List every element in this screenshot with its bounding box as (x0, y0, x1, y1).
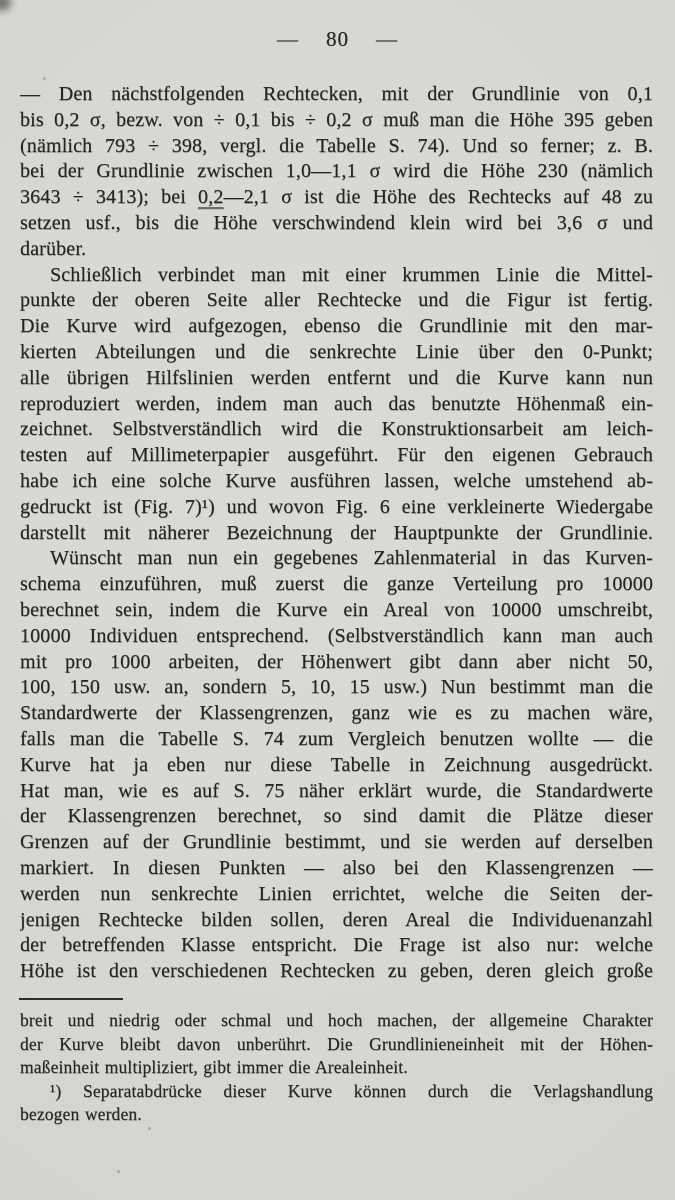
text-line: Standardwerte der Klassengrenzen, ganz wie es zu machen wäre, (20, 702, 653, 725)
text-line: Kurve hat ja eben nur diese Tabelle in Zeichnung ausgedrückt. (20, 753, 653, 776)
page-header (0, 27, 675, 52)
text-line: darüber. (20, 237, 87, 260)
header-dash-left: — (277, 27, 299, 51)
text-line: Grenzen auf der Grundlinie bestimmt, und sie werden auf derselben (20, 831, 653, 854)
text-segment: 3643 ÷ 3413); bei (20, 186, 199, 209)
paragraph-3 (20, 546, 653, 985)
underlined-text: 0,2 (198, 186, 224, 209)
page-number: 80 (326, 27, 349, 51)
text-line: — Den nächstfolgenden Rechtecken, mit der Grundlinie von 0,1 (20, 83, 653, 105)
text-line: Wünscht man nun ein gegebenes Zahlenmaterial in das Kurven- (50, 547, 653, 570)
text-line: jenigen Rechtecke bilden sollen, deren Areal die Individuenanzahl (20, 908, 653, 931)
footnote-separator-rule (19, 998, 123, 1000)
footnote-line: breit und niedrig oder schmal und hoch machen, der allgemeine Charakter (20, 1010, 653, 1030)
text-line: gedruckt ist (Fig. 7)¹) und wovon Fig. 6 eine verkleinerte Wiedergabe (20, 495, 653, 518)
text-line: 10000 Individuen entsprechend. (Selbstverständlich kann man auch (20, 624, 653, 647)
footnote-1 (20, 1080, 653, 1127)
text-line: zeichnet. Selbstverständlich wird die Konstruktionsarbeit am leich- (20, 418, 653, 441)
text-line: mit pro 1000 arbeiten, der Höhenwert gibt dann aber nicht 50, (20, 650, 653, 673)
text-line: der Klassengrenzen berechnet, so sind damit die Plätze dieser (20, 805, 653, 828)
footnote-continuation (20, 1009, 653, 1080)
paper-speck (148, 1127, 151, 1130)
text-line (20, 185, 653, 211)
text-line: werden nun senkrechte Linien errichtet, welche die Seiten der- (20, 882, 653, 905)
footnote-line: bezogen werden. (20, 1104, 142, 1125)
text-line: kierten Abteilungen und die senkrechte Linie über den 0-Punkt; (20, 340, 653, 363)
header-dash-right: — (376, 27, 398, 51)
scan-corner-smudge (0, 0, 11, 11)
text-line: bei der Grundlinie zwischen 1,0—1,1 σ wird die Höhe 230 (nämlich (20, 160, 653, 183)
text-line: der betreffenden Klasse entspricht. Die Frage ist also nur: welche (20, 934, 653, 957)
text-segment: —2,1 σ ist die Höhe des Rechtecks auf 48 zu (223, 186, 653, 209)
footnote-line: der Kurve bleibt davon unberührt. Die Grundlinieneinheit mit der Höhen- (20, 1033, 653, 1054)
text-line: Schließlich verbindet man mit einer krummen Linie die Mittel- (50, 263, 653, 286)
text-line: reproduziert werden, indem man auch das benutzte Höhenmaß ein- (20, 392, 653, 415)
text-line: markiert. In diesen Punkten — also bei den Klassengrenzen — (20, 856, 653, 879)
text-line: schema einzuführen, muß zuerst die ganze Verteilung pro 10000 (20, 573, 653, 596)
footnote-line: maßeinheit multipliziert, gibt immer die Arealeinheit. (20, 1057, 408, 1078)
text-line: testen auf Millimeterpapier ausgeführt. Für den eigenen Gebrauch (20, 444, 653, 467)
text-line: berechnet sein, indem die Kurve ein Areal von 10000 umschreibt, (20, 598, 653, 621)
text-line: Die Kurve wird aufgezogen, ebenso die Grundlinie mit den mar- (20, 315, 653, 338)
text-line: 100, 150 usw. an, sondern 5, 10, 15 usw.) Nun bestimmt man die (20, 676, 653, 699)
text-line: Höhe ist den verschiedenen Rechtecken zu geben, deren gleich große (20, 960, 653, 983)
text-line: Hat man, wie es auf S. 75 näher erklärt wurde, die Standardwerte (20, 779, 653, 802)
text-line: bis 0,2 σ, bezw. von ÷ 0,1 bis ÷ 0,2 σ muß man die Höhe 395 geben (20, 108, 653, 131)
footnote-section (20, 1009, 653, 1127)
paper-speck (117, 1170, 120, 1173)
footnote-line: ¹) Separatabdrücke dieser Kurve können durch die Verlagshandlung (50, 1080, 653, 1101)
text-line: (nämlich 793 ÷ 398, vergl. die Tabelle S. 74). Und so ferner; z. B. (20, 134, 653, 157)
paragraph-2 (20, 263, 653, 547)
body-text (20, 82, 653, 985)
text-line: alle übrigen Hilfslinien werden entfernt und die Kurve kann nun (20, 366, 653, 389)
text-line: punkte der oberen Seite aller Rechtecke und die Figur ist fertig. (20, 289, 653, 312)
text-line: habe ich eine solche Kurve ausführen lassen, welche umstehend ab- (20, 469, 653, 492)
text-line: darstellt mit näherer Bezeichnung der Hauptpunkte der Grundlinie. (20, 521, 653, 544)
paper-speck (43, 77, 46, 80)
paragraph-1 (20, 82, 653, 263)
text-line: setzen usf., bis die Höhe verschwindend klein wird bei 3,6 σ und (20, 211, 653, 234)
text-line: falls man die Tabelle S. 74 zum Vergleich benutzen wollte — die (20, 727, 653, 750)
